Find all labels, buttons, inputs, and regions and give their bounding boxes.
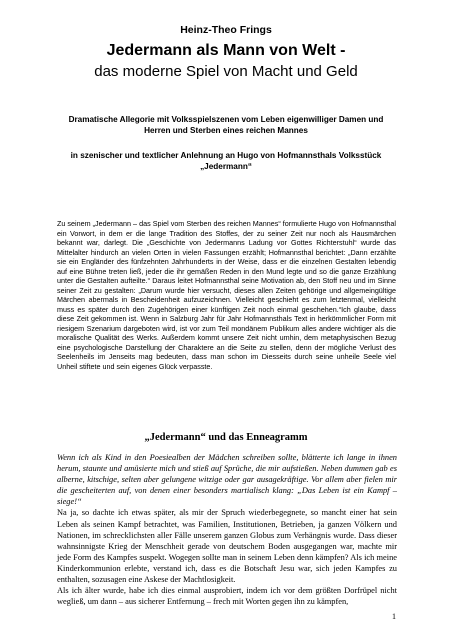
lead-description: Dramatische Allegorie mit Volksspielszenen vom Leben eigenwilliger Damen und Herren und Sterben eines reichen Mannes [68, 115, 384, 135]
document-title: Jedermann als Mann von Welt - [106, 42, 346, 59]
section-paragraph: Als ich älter wurde, habe ich dies einmal ausprobiert, indem ich vor dem größten Dorfrüpel nicht wegließ, um dann – aus sicherer Entfernung – frech mit Worten gegen ihn zu kämpfen, [57, 586, 397, 607]
lead-reference: in szenischer und textlicher Anlehnung an Hugo von Hofmannsthals Volksstück „Jedermann“ [70, 151, 382, 171]
section-paragraph: Na ja, so dachte ich etwas später, als mir der Spruch wiederbegegnete, so mancht einer hat sein Leben als seinen Kampf betrachtet, was Familien, Institutionen, Betrieben, ja ganzen Völkern und Nationen, im schrecklichsten aller Fälle unserem ganzen Globus zum Verhängnis wurde. Dass dieser wahnsinnigste Krieg der Menschheit gerade von deutschem Boden ausgegangen war, machte mir jede Form des Kampfes suspekt. Wogegen sollte man in seinem Leben denn kämpfen? Als ich meine Kinderkommunion erlebte, verstand ich, dass es die Botschaft Jesu war, sich jeden Kampfes zu enthalten, sozusagen eine Askese der Machtlosigkeit. [57, 508, 397, 585]
introduction-paragraph: Zu seinem „Jedermann – das Spiel vom Sterben des reichen Mannes“ formulierte Hugo von Hofmannsthal ein Vorwort, in dem er die lange Tradition des Stoffes, der zu seiner Zeit nur noch als Hausmärchen bekannt war, darlegt. Die „Geschichte von Jedermanns Ladung vor Gottes Richterstuhl“ wurde das Mittelalter hindurch an vielen Orten in vielen Fassungen erzählt; Hofmannsthal berichtet: „Dann erzählte sie ein Engländer des fünfzehnten Jahrhunderts in der Weise, dass er die einzelnen Gestalten lebendig auf eine Bühne treten ließ, jeder die ihr gemäßen Reden in den Mund legte und so die ganze Erzählung unter die Gestalten aufteilte.“ Daraus leitet Hofmannsthal seine Motivation ab, den Stoff neu und im Sinne seiner Zeit zu gestalten: „Darum wurde hier versucht, dieses allen Zeiten gehörige und allgemeingültige Märchen abermals in Bescheidenheit aufzuzeichnen. Vielleicht geschieht es zum letztenmal, vielleicht muss es später durch den Zugehörigen einer künftigen Zeit noch einmal geschehen.“Ich glaube, dass diese Zeit gekommen ist. Wenn in Salzburg Jahr für Jahr Hofmannsthals Text in herkömmlicher Form mit riesigem Szenarium dargeboten wird, ist vor zum Teil mondänem Publikum alles andere wichtiger als die moralische Qualität des Werks. Außerdem kommt unsere Zeit nicht umhin, dem metaphysischen Bezug eine psychologische Darstellung der Charaktere an die Seite zu stellen, denn der mögliche Verlust des Seelenheils im Jenseits mag bedeuten, dass man schon im Diesseits durch seine unheile Seele viel Unheil stiftete und sein eigenes Glück verpasste. [57, 219, 396, 371]
section-body [57, 452, 397, 607]
author-name: Heinz-Theo Frings [180, 24, 272, 36]
page-number: 1 [392, 612, 396, 621]
section-quote: Wenn ich als Kind in den Poesiealben der Mädchen schreiben sollte, blätterte ich lange in ihnen herum, staunte und amüsierte mich und stieß auf Sprüche, die mir aufstießen. Neben dummen gab es alberne, kitschige, selten aber gelungene witzige oder gar ausagekräftige. Vor allem aber fielen mir die gescheiterten auf, von denen einer besonders martialisch klang: „Das Leben ist ein Kampf – siege!“ [57, 453, 397, 507]
document-subtitle: das moderne Spiel von Macht und Geld [94, 63, 358, 80]
section-heading: „Jedermann“ und das Enneagramm [144, 432, 308, 443]
